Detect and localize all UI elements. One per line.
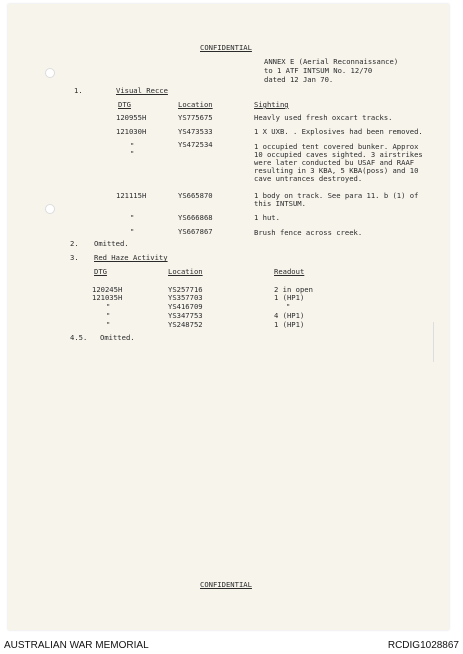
activity-location: YS357703 [168, 293, 203, 302]
document-page [8, 4, 449, 630]
activity-dtg: 121035H [92, 293, 123, 302]
punch-hole [45, 204, 55, 214]
section-45-number: 4.5. [70, 333, 88, 342]
activity-dtg: " [106, 320, 111, 329]
sighting-text: 1 X UXB. . Explosives had been removed. [254, 127, 423, 136]
activity-readout: 1 (HP1) [274, 293, 305, 302]
activity-dtg: " [106, 311, 111, 320]
sighting-text: were later conducted bu USAF and RAAF [254, 158, 415, 167]
classification-bottom: CONFIDENTIAL [200, 580, 252, 589]
sighting-location: YS665870 [178, 191, 213, 200]
archive-reference: RCDIG1028867 [387, 640, 459, 651]
activity-readout: 2 in open [274, 285, 313, 294]
sighting-location: YS472534 [178, 140, 213, 149]
sighting-text: Brush fence across creek. [254, 228, 363, 237]
sighting-dtg: " [130, 227, 135, 236]
punch-hole [45, 68, 55, 78]
section-1-title: Visual Recce [116, 86, 168, 95]
sighting-dtg: 121115H [116, 191, 147, 200]
section-45-text: Omitted. [100, 333, 135, 342]
activity-location: YS347753 [168, 311, 203, 320]
sighting-text: 1 occupied tent covered bunker. Approx [254, 142, 419, 151]
col-header-sighting: Sighting [254, 100, 289, 109]
sighting-location: YS666868 [178, 213, 213, 222]
col-header-readout: Readout [274, 267, 305, 276]
annex-line-2: to 1 ATF INTSUM No. 12/70 [264, 66, 373, 75]
sighting-dtg: " [130, 213, 135, 222]
activity-location: YS257716 [168, 285, 203, 294]
annex-line-3: dated 12 Jan 70. [264, 75, 334, 84]
col-header-location: Location [178, 100, 213, 109]
section-2-text: Omitted. [94, 239, 129, 248]
activity-dtg: 120245H [92, 285, 123, 294]
sighting-text: Heavly used fresh oxcart tracks. [254, 113, 393, 122]
section-3-title: Red Haze Activity [94, 253, 168, 262]
col-header-dtg: DTG [94, 267, 107, 276]
col-header-location: Location [168, 267, 203, 276]
sighting-location: YS667867 [178, 227, 213, 236]
activity-location: YS416709 [168, 302, 203, 311]
col-header-dtg: DTG [118, 100, 131, 109]
sighting-text: this INTSUM. [254, 199, 306, 208]
sighting-dtg: 120955H [116, 113, 147, 122]
sighting-dtg: " [130, 141, 135, 150]
section-3-number: 3. [70, 253, 79, 262]
sighting-text: resulting in 3 KBA, 5 KBA(poss) and 10 [254, 166, 419, 175]
activity-readout: 4 (HP1) [274, 311, 305, 320]
sighting-text: cave untrances destroyed. [254, 174, 363, 183]
activity-dtg: " [106, 302, 111, 311]
sighting-dtg-ditto: " [130, 149, 135, 158]
activity-readout: " [286, 302, 291, 311]
annex-line-1: ANNEX E (Aerial Reconnaissance) [264, 57, 399, 66]
activity-readout: 1 (HP1) [274, 320, 305, 329]
page-fold-edge [433, 322, 437, 362]
sighting-location: YS775675 [178, 113, 213, 122]
classification-top: CONFIDENTIAL [200, 43, 252, 52]
section-2-number: 2. [70, 239, 79, 248]
sighting-text: 1 hut. [254, 213, 280, 222]
sighting-text: 1 body on track. See para 11. b (1) of [254, 191, 419, 200]
archive-credit: AUSTRALIAN WAR MEMORIAL [4, 640, 149, 651]
sighting-text: 10 occupied caves sighted. 3 airstrikes [254, 150, 423, 159]
sighting-dtg: 121030H [116, 127, 147, 136]
activity-location: YS248752 [168, 320, 203, 329]
sighting-location: YS473533 [178, 127, 213, 136]
section-1-number: 1. [74, 86, 83, 95]
